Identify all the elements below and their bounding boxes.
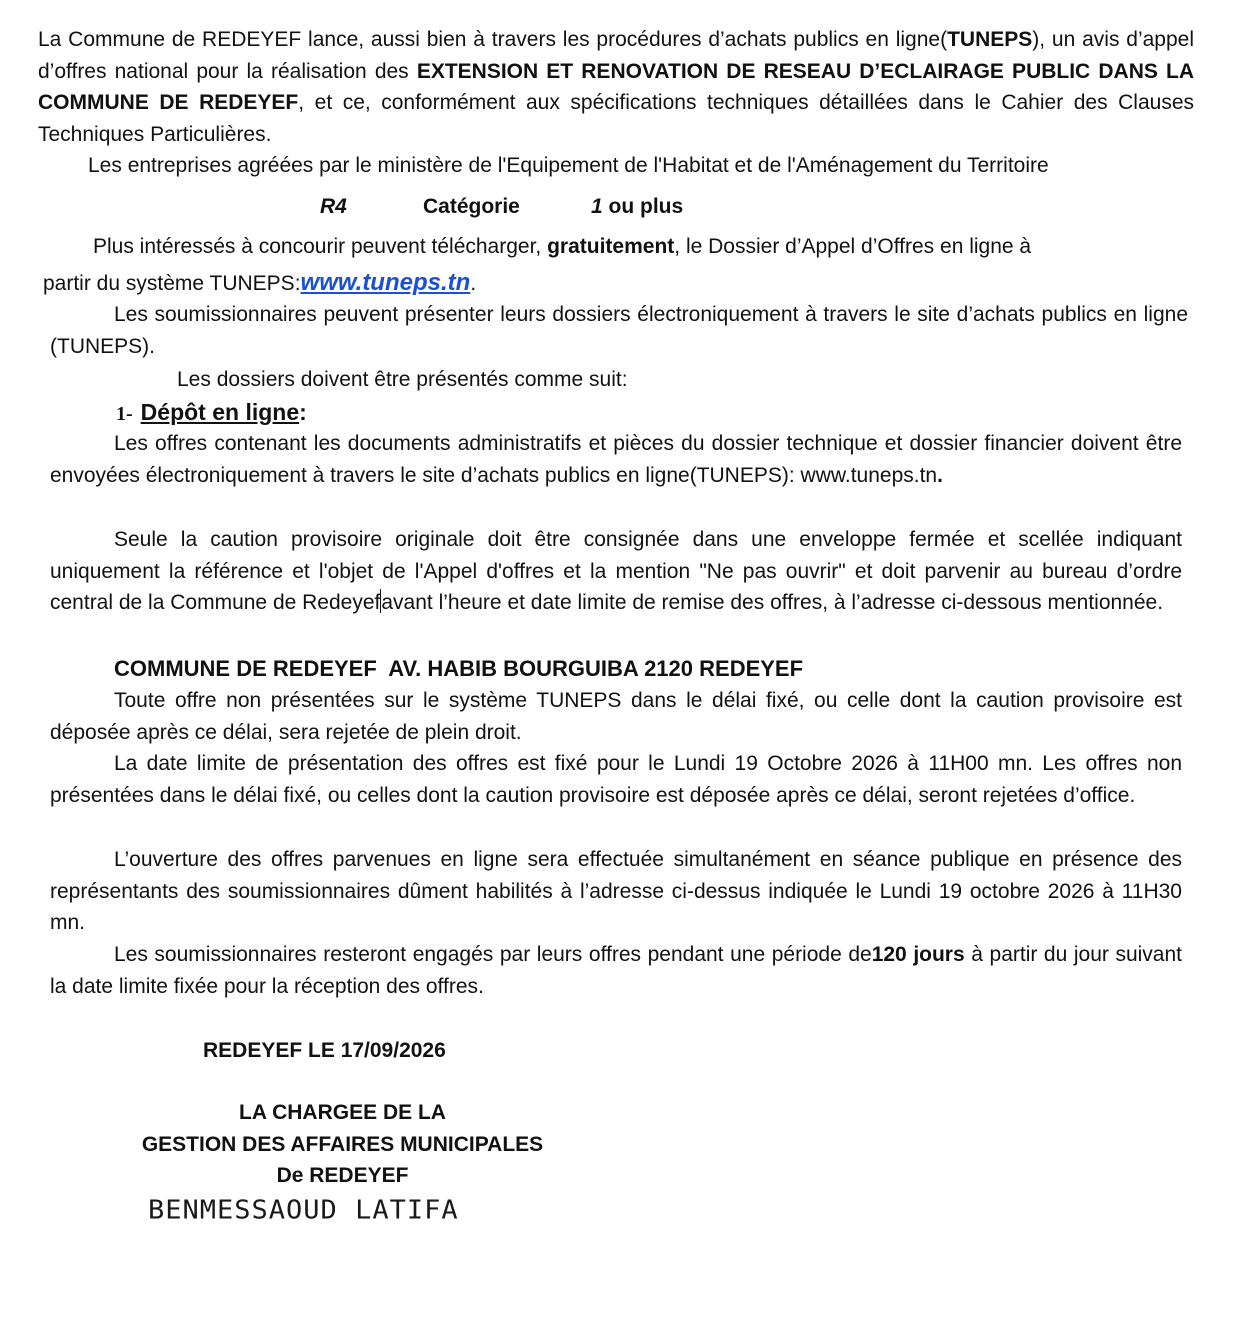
opening-paragraph bbox=[50, 844, 1182, 939]
download-text-d: partir du système TUNEPS: bbox=[43, 272, 301, 295]
submission-text: Les soumissionnaires peuvent présenter leurs dossiers électroniquement à travers le site d’achats publics en ligne (TUNEPS). bbox=[50, 303, 1188, 358]
intro-text-e: , et ce, conformément aux spécifications techniques détaillées dans le Cahier des Clauses Techniques Particulières. bbox=[38, 91, 1194, 146]
rejection-text: Toute offre non présentées sur le système TUNEPS dans le délai fixé, ou celle dont la caution provisoire est déposée après ce délai, sera rejetée de plein droit. bbox=[50, 689, 1182, 744]
signatory-line-3: De REDEYEF bbox=[276, 1164, 409, 1187]
category-requirement bbox=[591, 191, 683, 223]
category-row bbox=[0, 191, 1245, 223]
project-title: EXTENSION ET RENOVATION DE RESEAU D’ECLAIRAGE PUBLIC DANS LA COMMUNE DE REDEYEF bbox=[38, 59, 1194, 114]
download-text-c: , le Dossier d’Appel d’Offres en ligne à bbox=[674, 235, 1032, 258]
signatory-line-2: GESTION DES AFFAIRES MUNICIPALES bbox=[141, 1132, 544, 1156]
deadline-paragraph bbox=[50, 748, 1182, 811]
category-suffix: ou plus bbox=[608, 195, 684, 218]
submission-paragraph bbox=[50, 299, 1188, 362]
download-text-e: . bbox=[470, 272, 477, 295]
intro-paragraph bbox=[38, 24, 1194, 150]
opening-text: L’ouverture des offres parvenues en ligne sera effectuée simultanément en séance publique en présence des représentants des soumissionnaires dûment habilités à l’adresse ci-dessus indiquée le Lundi 19 octobre 2026 à 11H30 mn. bbox=[50, 848, 1182, 934]
rejection-paragraph bbox=[50, 685, 1182, 748]
validity-paragraph bbox=[50, 939, 1182, 1002]
intro-text-c: ), un avis d’appel d’offres national pour la réalisation des bbox=[38, 28, 1194, 83]
offers-paragraph bbox=[50, 428, 1182, 491]
handwritten-signature-name: BENMESSAOUD LATIFA bbox=[148, 1195, 459, 1226]
signatory-line-1: LA CHARGEE DE LA bbox=[239, 1101, 446, 1124]
intro-text-a: La Commune de REDEYEF lance, aussi bien à travers les procédures d’achats publics en ligne( bbox=[38, 28, 948, 51]
section-label: Dépôt en ligne bbox=[140, 399, 300, 425]
category-code: R4 bbox=[320, 195, 347, 218]
offers-text: Les offres contenant les documents administratifs et pièces du dossier technique et dossier financier doivent être envoyées électroniquement à travers le site d’achats publics en ligne(TUNEPS): www.tuneps.tn bbox=[50, 432, 1182, 487]
tuneps-name: TUNEPS bbox=[947, 28, 1033, 51]
place-date-line: REDEYEF LE 17/09/2026 bbox=[203, 1039, 446, 1062]
download-paragraph-line2 bbox=[43, 267, 1143, 300]
validity-text-c: à partir du jour suivant la date limite fixée pour la réception des offres. bbox=[50, 943, 1183, 998]
section-colon: : bbox=[299, 399, 307, 425]
validity-text-a: Les soumissionnaires resteront engagés par leurs offres pendant une période de bbox=[114, 943, 872, 966]
offers-period: . bbox=[937, 463, 943, 487]
download-text-a: Plus intéressés à concourir peuvent télécharger, bbox=[93, 235, 548, 258]
eligibility-paragraph: Les entreprises agréées par le ministère de l'Equipement de l'Habitat et de l'Aménagement du Territoire bbox=[88, 154, 1049, 177]
download-paragraph-line1 bbox=[93, 231, 1203, 263]
caution-paragraph bbox=[50, 524, 1182, 619]
category-number: 1 bbox=[591, 195, 603, 218]
caution-text-a: Seule la caution provisoire originale doit être consignée dans une enveloppe fermée et scellée indiquant uniquement la référence et l'objet de l'Appel d'offres et la mention "Ne pas ouvrir" et doit parvenir au bureau d’ordre central de la Commune de Redeyef bbox=[50, 528, 1182, 614]
validity-days: 120 jours bbox=[871, 943, 965, 966]
section-heading-online bbox=[116, 397, 716, 431]
tuneps-link[interactable]: www.tuneps.tn bbox=[300, 269, 471, 296]
signatory-block bbox=[100, 1097, 585, 1192]
deadline-text: La date limite de présentation des offres est fixé pour le Lundi 19 Octobre 2026 à 11H00 mn. Les offres non présentées dans le délai fixé, ou celles dont la caution provisoire est déposée après ce délai, seront rejetées d’office. bbox=[50, 752, 1182, 807]
presentation-intro: Les dossiers doivent être présentés comme suit: bbox=[177, 368, 628, 391]
free-label: gratuitement bbox=[547, 235, 675, 258]
caution-text-b: avant l’heure et date limite de remise des offres, à l’adresse ci-dessous mentionnée. bbox=[381, 591, 1164, 614]
section-number: 1- bbox=[116, 403, 133, 425]
category-label: Catégorie bbox=[423, 195, 520, 218]
commune-address: COMMUNE DE REDEYEF AV. HABIB BOURGUIBA 2120 REDEYEF bbox=[114, 656, 804, 681]
